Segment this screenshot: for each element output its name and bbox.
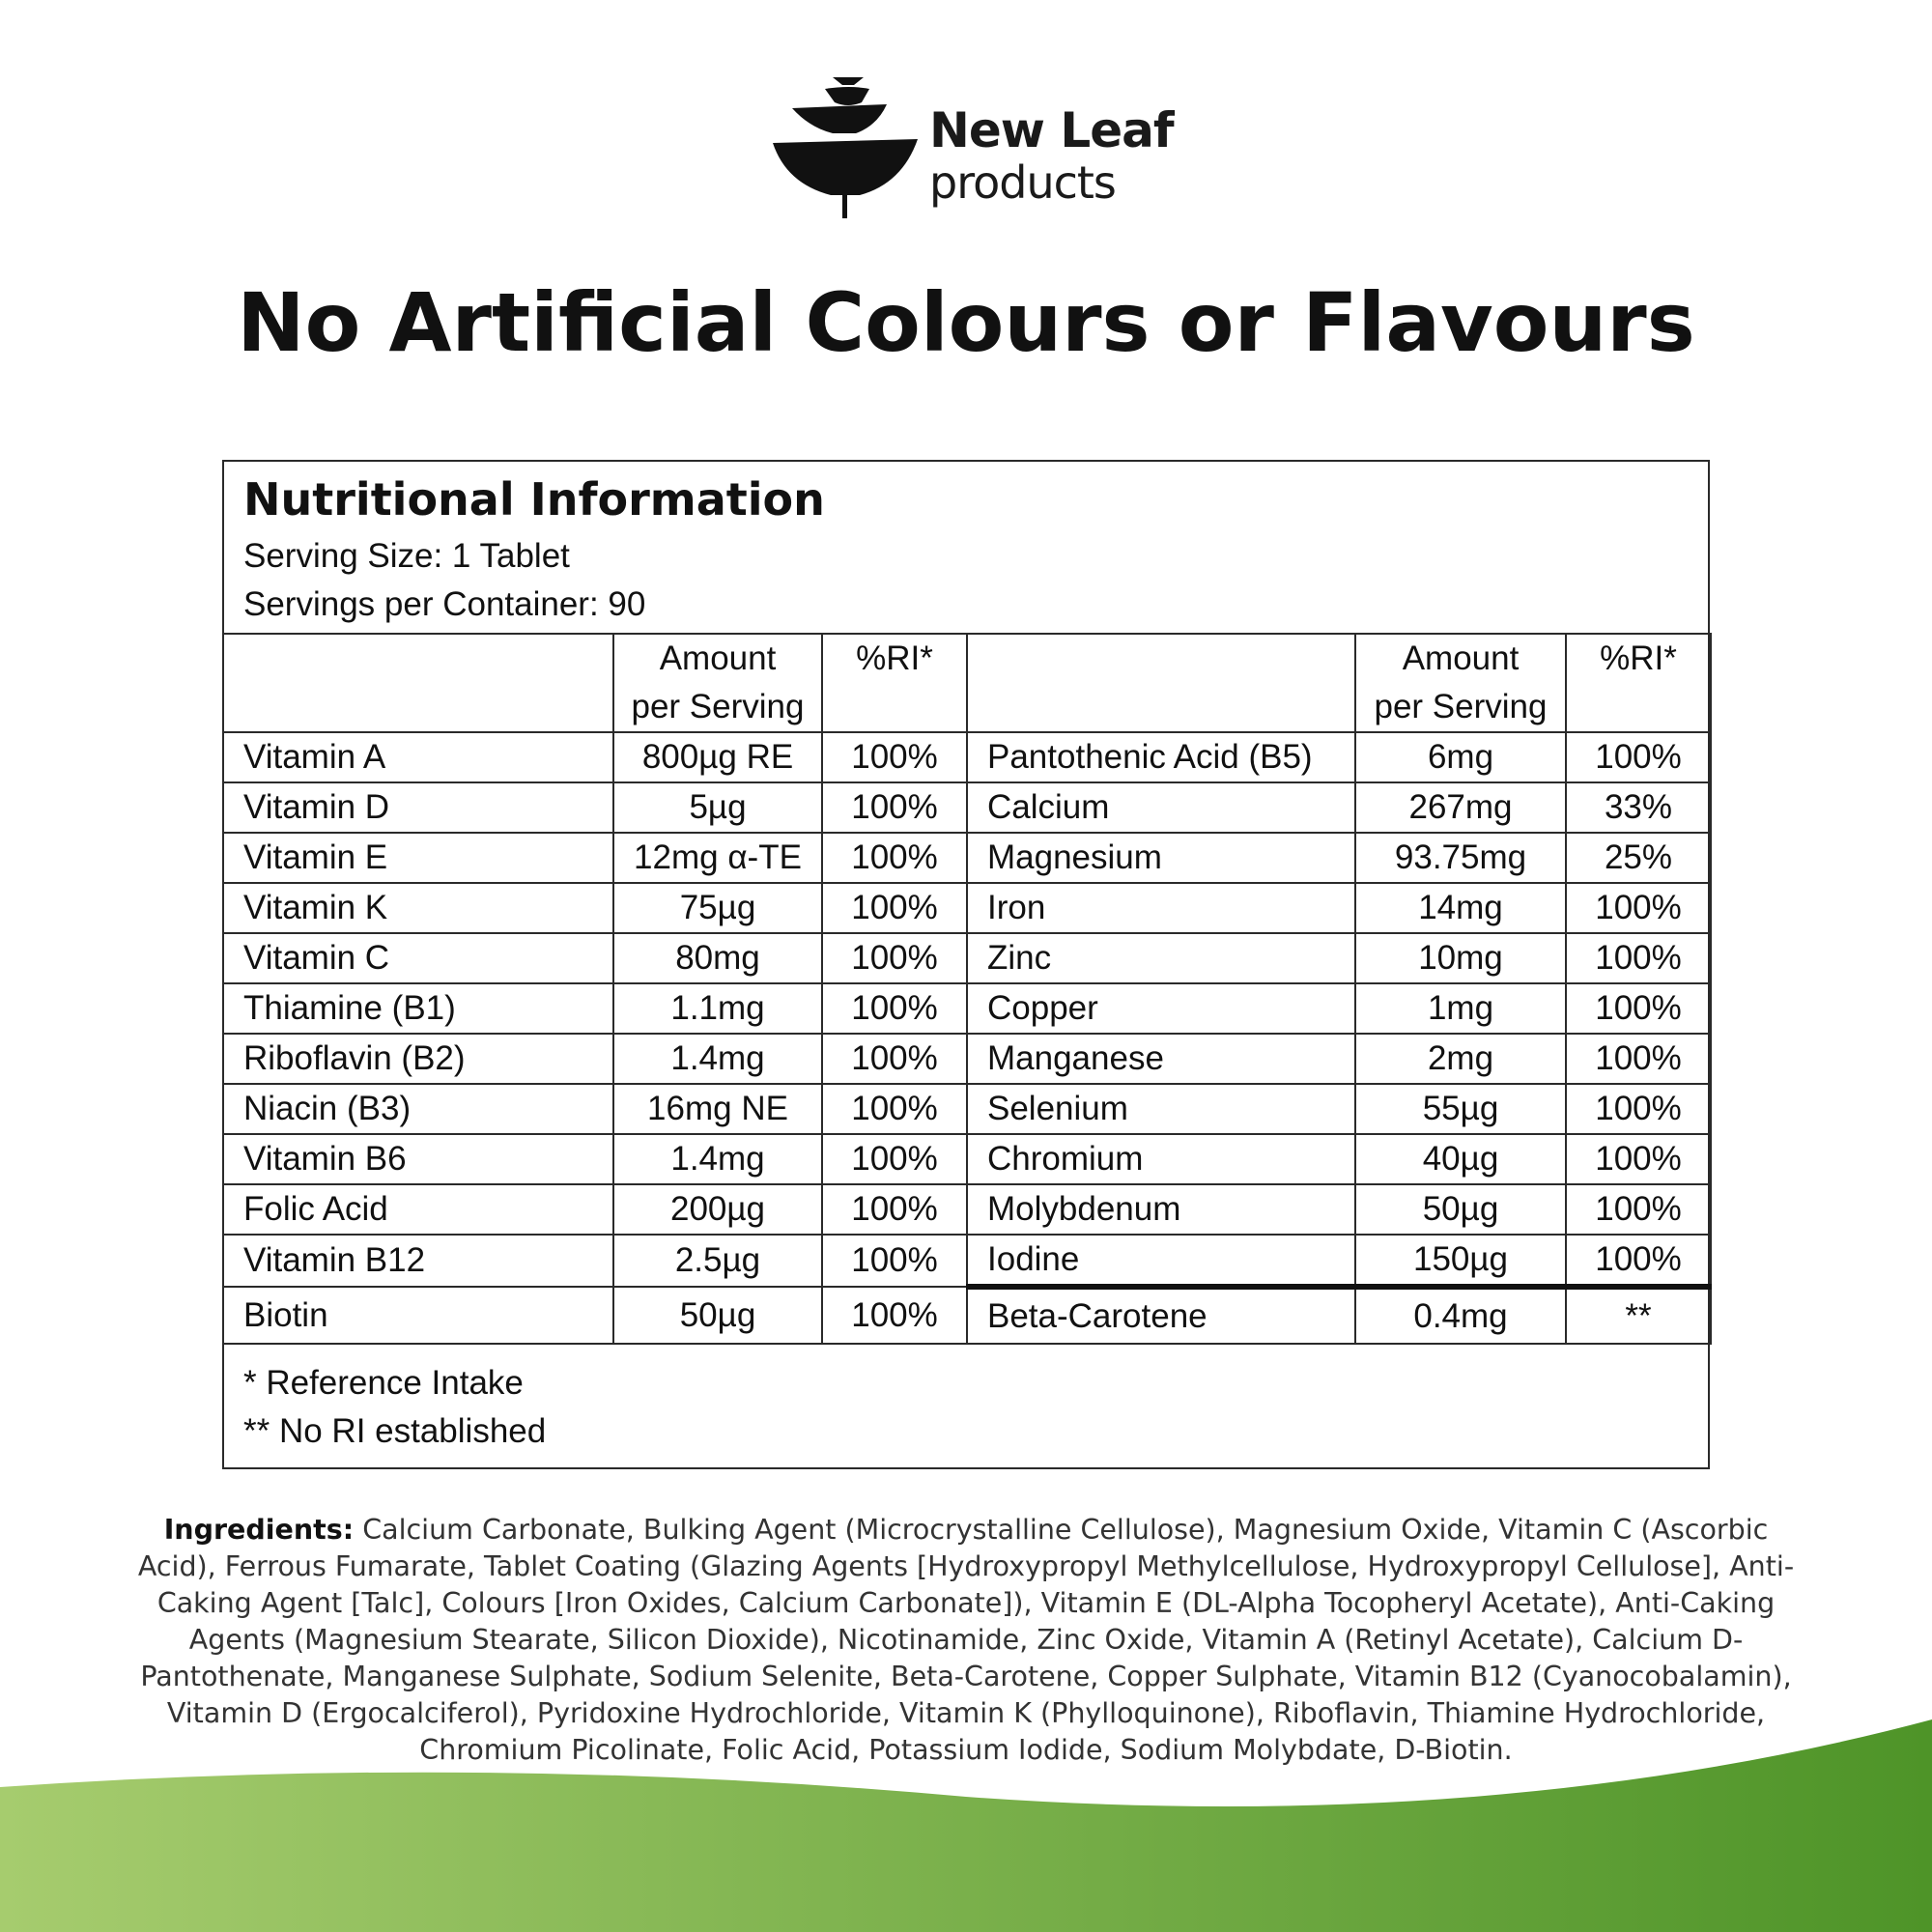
nutrient-name: Vitamin C: [223, 933, 613, 983]
nutrient-amount: 1.4mg: [613, 1034, 822, 1084]
headline: No Artificial Colours or Flavours: [237, 275, 1695, 370]
nutrient-name: Folic Acid: [223, 1184, 613, 1235]
nutrient-ri: 100%: [822, 732, 967, 782]
nutrient-name: Manganese: [967, 1034, 1355, 1084]
nutrient-amount: 150µg: [1355, 1235, 1566, 1287]
nutrient-ri: 100%: [822, 833, 967, 883]
nutrient-amount: 14mg: [1355, 883, 1566, 933]
nutrient-amount: 16mg NE: [613, 1084, 822, 1134]
nutrient-name: Vitamin A: [223, 732, 613, 782]
table-row: [223, 983, 1711, 1034]
table-row: [223, 1235, 1711, 1287]
nutrient-name: Vitamin B12: [223, 1235, 613, 1287]
brand-name: New Leaf: [929, 102, 1174, 158]
nutrient-ri: 100%: [1566, 983, 1711, 1034]
nutrient-ri: 100%: [822, 1184, 967, 1235]
nutrient-ri: 100%: [822, 983, 967, 1034]
nutrient-amount: 800µg RE: [613, 732, 822, 782]
nutrient-name: Iron: [967, 883, 1355, 933]
serving-size: Serving Size: 1 Tablet: [243, 537, 570, 575]
nutrient-ri: 100%: [822, 1084, 967, 1134]
nutrient-ri: 100%: [822, 1235, 967, 1287]
ingredients-label: Ingredients:: [163, 1514, 355, 1546]
nutrient-name: Vitamin B6: [223, 1134, 613, 1184]
nutrient-name: Magnesium: [967, 833, 1355, 883]
nutrient-name: Molybdenum: [967, 1184, 1355, 1235]
header-amount-right: [1355, 634, 1566, 732]
nutrient-amount: 2mg: [1355, 1034, 1566, 1084]
nutrient-ri: 100%: [822, 933, 967, 983]
nutrient-ri: 100%: [1566, 1134, 1711, 1184]
nutrient-name: Vitamin D: [223, 782, 613, 833]
nutrient-name: Thiamine (B1): [223, 983, 613, 1034]
nutrition-table: [222, 633, 1712, 1345]
nutrient-name: Copper: [967, 983, 1355, 1034]
nutrient-amount: 1mg: [1355, 983, 1566, 1034]
green-wave-decoration: [0, 1719, 1932, 1932]
nutrient-amount: 5µg: [613, 782, 822, 833]
nutrient-name: Riboflavin (B2): [223, 1034, 613, 1084]
header-amount-line1: Amount: [659, 639, 777, 677]
brand-subtitle: products: [929, 156, 1116, 209]
nutrient-amount: 50µg: [613, 1287, 822, 1344]
table-header-row: [223, 634, 1711, 732]
nutrient-name: Chromium: [967, 1134, 1355, 1184]
nutrient-amount: 75µg: [613, 883, 822, 933]
nutrient-amount: 50µg: [1355, 1184, 1566, 1235]
footnote-no-ri: ** No RI established: [243, 1412, 547, 1450]
nutrient-name: Iodine: [967, 1235, 1355, 1287]
nutrient-name: Beta-Carotene: [967, 1287, 1355, 1344]
table-row: [223, 1184, 1711, 1235]
table-row: [223, 833, 1711, 883]
nutrient-ri: 100%: [822, 1034, 967, 1084]
nutrient-amount: 55µg: [1355, 1084, 1566, 1134]
nutrient-amount: 2.5µg: [613, 1235, 822, 1287]
table-row: [223, 883, 1711, 933]
nutrient-ri: 25%: [1566, 833, 1711, 883]
table-row: [223, 1134, 1711, 1184]
nutrient-amount: 200µg: [613, 1184, 822, 1235]
nutrient-name: Vitamin E: [223, 833, 613, 883]
table-row: [223, 933, 1711, 983]
nutrient-name: Niacin (B3): [223, 1084, 613, 1134]
header-ri-left: %RI*: [822, 634, 967, 732]
nutrient-ri: 100%: [822, 782, 967, 833]
nutrient-ri: **: [1566, 1287, 1711, 1344]
header-amount-line2: per Serving: [631, 688, 805, 725]
header-amount-left: [613, 634, 822, 732]
nutrient-amount: 40µg: [1355, 1134, 1566, 1184]
nutrition-panel: [222, 460, 1710, 1469]
leaf-tree-icon: [773, 75, 918, 220]
nutrient-amount: 10mg: [1355, 933, 1566, 983]
table-row: [223, 1084, 1711, 1134]
nutrient-name: Selenium: [967, 1084, 1355, 1134]
nutrient-ri: 100%: [1566, 933, 1711, 983]
nutrient-ri: 100%: [1566, 1034, 1711, 1084]
nutrient-ri: 33%: [1566, 782, 1711, 833]
nutrient-amount: 0.4mg: [1355, 1287, 1566, 1344]
ingredients-list: Calcium Carbonate, Bulking Agent (Microcrystalline Cellulose), Magnesium Oxide, Vitamin C (Ascorbic Acid), Ferrous Fumarate, Tablet Coating (Glazing Agents [Hydroxypropyl Methylcellulose, Hydroxypropyl Cellulose], Anti-Caking Agent [Talc], Colours [Iron Oxides, Calcium Carbonate]), Vitamin E (DL-Alpha Tocopheryl Acetate), Anti-Caking Agents (Magnesium Stearate, Silicon Dioxide), Nicotinamide, Zinc Oxide, Vitamin A (Retinyl Acetate), Calcium D-Pantothenate, Manganese Sulphate, Sodium Selenite, Beta-Carotene, Copper Sulphate, Vitamin B12 (Cyanocobalamin), Vitamin D (Ergocalciferol), Pyridoxine Hydrochloride, Vitamin K (Phylloquinone), Riboflavin, Thiamine Hydrochloride, Chromium Picolinate, Folic Acid, Potassium Iodide, Sodium Molybdate, D-Biotin.: [137, 1514, 1795, 1766]
nutrient-name: Vitamin K: [223, 883, 613, 933]
header-blank-left: [223, 634, 613, 732]
nutrient-amount: 80mg: [613, 933, 822, 983]
nutrient-ri: 100%: [822, 883, 967, 933]
nutrient-amount: 1.4mg: [613, 1134, 822, 1184]
nutrient-name: Calcium: [967, 782, 1355, 833]
nutrient-amount: 12mg α-TE: [613, 833, 822, 883]
servings-per-container: Servings per Container: 90: [243, 585, 646, 623]
footnote-reference-intake: * Reference Intake: [243, 1364, 524, 1402]
nutrient-ri: 100%: [1566, 883, 1711, 933]
nutrient-amount: 267mg: [1355, 782, 1566, 833]
brand-logo: [773, 75, 1179, 220]
header-blank-right: [967, 634, 1355, 732]
nutrient-ri: 100%: [1566, 732, 1711, 782]
nutrient-amount: 6mg: [1355, 732, 1566, 782]
nutrient-ri: 100%: [1566, 1235, 1711, 1287]
table-row: [223, 1287, 1711, 1344]
nutrient-name: Zinc: [967, 933, 1355, 983]
nutrition-title: Nutritional Information: [243, 473, 825, 526]
nutrient-ri: 100%: [822, 1287, 967, 1344]
nutrient-amount: 93.75mg: [1355, 833, 1566, 883]
header-amount-line1: Amount: [1402, 639, 1520, 677]
table-row: [223, 732, 1711, 782]
header-ri-right: %RI*: [1566, 634, 1711, 732]
table-row: [223, 1034, 1711, 1084]
nutrient-ri: 100%: [822, 1134, 967, 1184]
table-row: [223, 782, 1711, 833]
header-amount-line2: per Serving: [1374, 688, 1548, 725]
nutrient-ri: 100%: [1566, 1084, 1711, 1134]
nutrient-ri: 100%: [1566, 1184, 1711, 1235]
nutrient-name: Pantothenic Acid (B5): [967, 732, 1355, 782]
nutrient-name: Biotin: [223, 1287, 613, 1344]
nutrient-amount: 1.1mg: [613, 983, 822, 1034]
